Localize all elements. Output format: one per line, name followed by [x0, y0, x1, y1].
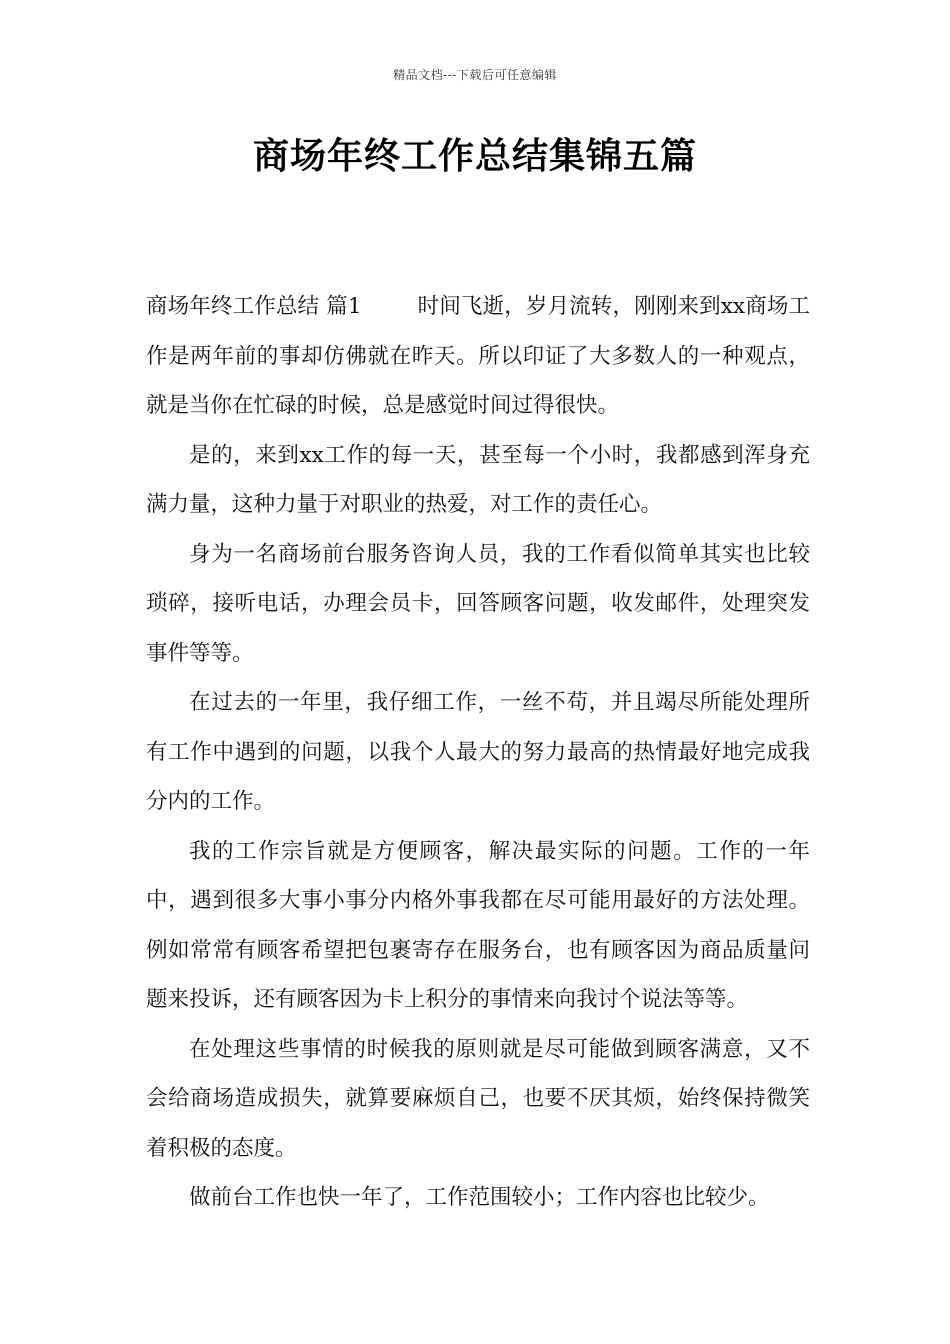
first-paragraph-text: 时间飞逝，岁月流转，刚刚来到xx商场工作是两年前的事却仿佛就在昨天。所以印证了大多数人的一种观点，就是当你在忙碌的时候，总是感觉时间过得很快。 — [146, 294, 810, 418]
paragraph: 做前台工作也快一年了，工作范围较小；工作内容也比较少。 — [189, 1185, 770, 1210]
paragraph: 在过去的一年里，我仔细工作，一丝不苟，并且竭尽所能处理所有工作中遇到的问题，以我个人最大的努力最高的热情最好地完成我分内的工作。 — [146, 690, 810, 814]
document-title: 商场年终工作总结集锦五篇 — [252, 135, 697, 177]
first-paragraph — [146, 282, 810, 431]
section-label: 商场年终工作总结 篇1 — [146, 294, 362, 319]
paragraph: 我的工作宗旨就是方便顾客，解决最实际的问题。工作的一年中，遇到很多大事小事分内格外事我都在尽可能用最好的方法处理。例如常常有顾客希望把包裹寄存在服务台，也有顾客因为商品质量问题来投诉，还有顾客因为卡上积分的事情来向我讨个说法等等。 — [146, 838, 810, 1012]
header-note: 精品文档---下载后可任意编辑 — [393, 68, 557, 82]
paragraph: 在处理这些事情的时候我的原则就是尽可能做到顾客满意，又不会给商场造成损失，就算要麻烦自己，也要不厌其烦，始终保持微笑着积极的态度。 — [146, 1036, 810, 1161]
paragraph: 是的，来到xx工作的每一天，甚至每一个小时，我都感到浑身充满力量，这种力量于对职业的热爱，对工作的责任心。 — [146, 442, 810, 517]
paragraph: 身为一名商场前台服务咨询人员，我的工作看似简单其实也比较琐碎，接听电话，办理会员卡，回答顾客问题，收发邮件，处理突发事件等等。 — [146, 541, 810, 666]
document-body — [146, 282, 810, 1223]
